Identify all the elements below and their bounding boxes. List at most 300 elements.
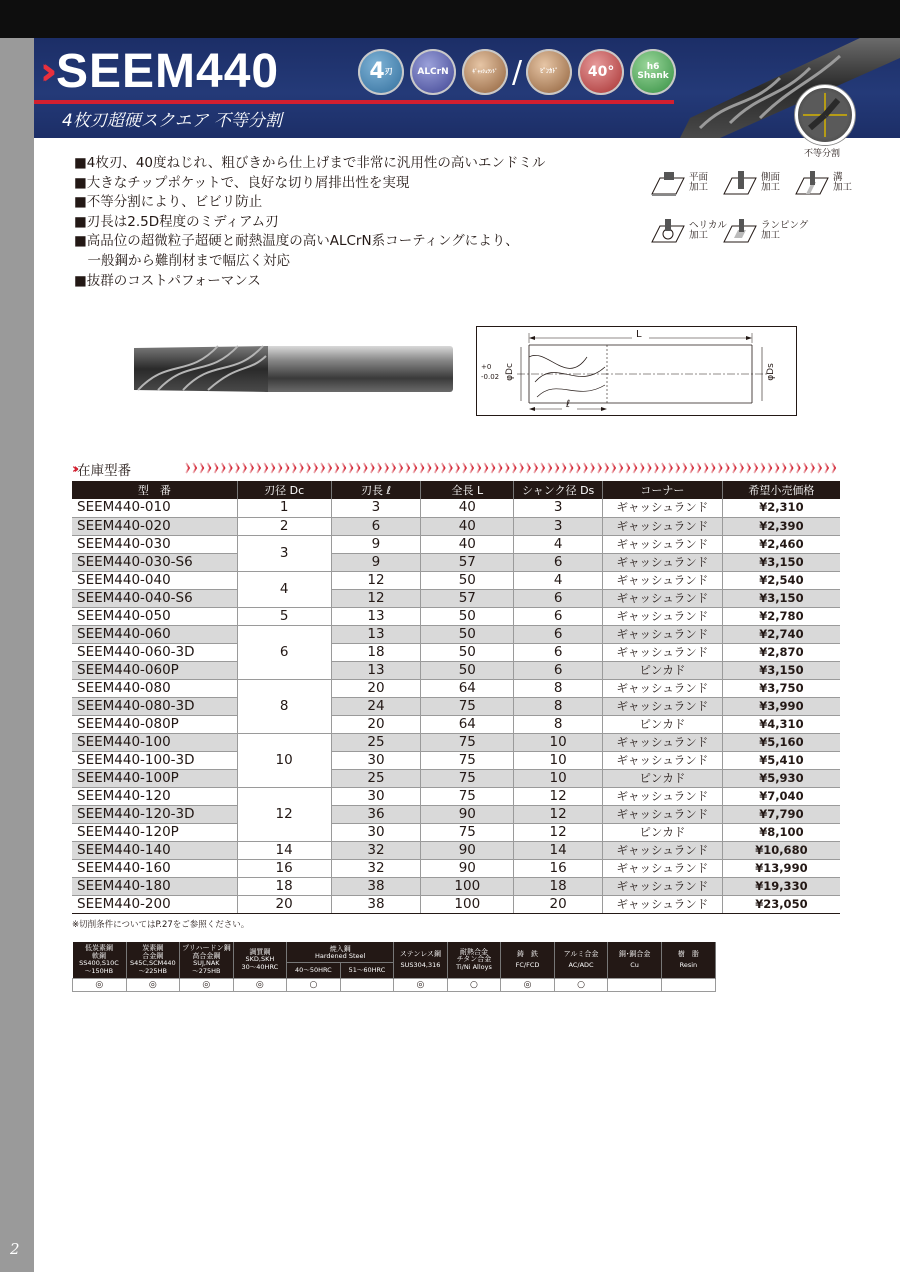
mat-cast-iron: 鋳 鉄 FC/FCD <box>501 942 555 979</box>
cell-ds: 3 <box>514 517 603 535</box>
cell-ds: 10 <box>514 751 603 769</box>
mat-heat-resistant: 耐熱合金 チタン合金 Ti/Ni Alloys <box>447 942 501 979</box>
op-helical: ヘリカル 加工 <box>650 218 727 244</box>
mat-aluminum: アルミ合金 AC/ADC <box>554 942 608 979</box>
feature-item: 一般鋼から難削材まで幅広く対応 <box>74 252 290 269</box>
chevron-icon <box>229 463 232 473</box>
tol-minus: -0.02 <box>481 373 500 381</box>
table-row <box>72 553 840 571</box>
chevron-icon <box>683 463 686 473</box>
cell-corner: ギャッシュランド <box>603 589 723 607</box>
cell-price: ¥3,150 <box>722 589 840 607</box>
cell-ds: 6 <box>514 607 603 625</box>
cell-l: 25 <box>331 769 421 787</box>
cell-ds: 12 <box>514 787 603 805</box>
cell-dc: 18 <box>237 877 331 895</box>
cell-L: 50 <box>421 607 514 625</box>
cell-ds: 8 <box>514 715 603 733</box>
col-L: 全長 L <box>421 481 514 499</box>
cell-corner: ピンカド <box>603 661 723 679</box>
rating-cell: ◎ <box>73 979 127 992</box>
chevron-icon <box>349 463 352 473</box>
mat-hardened-40-50: 40～50HRC <box>287 963 341 979</box>
chevron-icon <box>470 463 473 473</box>
cell-corner: ギャッシュランド <box>603 643 723 661</box>
table-row <box>72 625 840 643</box>
cell-corner: ギャッシュランド <box>603 553 723 571</box>
cell-L: 90 <box>421 841 514 859</box>
dimension-drawing <box>476 326 797 416</box>
chevron-icon <box>243 463 246 473</box>
cell-corner: ギャッシュランド <box>603 499 723 517</box>
cell-dc: 3 <box>237 535 331 571</box>
stock-title: ›› 在庫型番 <box>72 461 132 479</box>
cell-ds: 8 <box>514 679 603 697</box>
cell-corner: ギャッシュランド <box>603 751 723 769</box>
chevron-icon <box>506 463 509 473</box>
face-milling-icon <box>650 170 686 196</box>
chevron-icon <box>591 463 594 473</box>
cell-price: ¥2,870 <box>722 643 840 661</box>
chevron-icon <box>782 463 785 473</box>
chevron-icon <box>285 463 288 473</box>
badge-divider: / <box>512 54 523 90</box>
chevron-icon <box>413 463 416 473</box>
cell-l: 20 <box>331 679 421 697</box>
stock-section-header <box>72 459 842 477</box>
cell-price: ¥23,050 <box>722 895 840 913</box>
feature-item: ■不等分割により、ビビリ防止 <box>74 194 263 211</box>
cell-model: SEEM440-040 <box>72 571 237 589</box>
cell-model: SEEM440-040-S6 <box>72 589 237 607</box>
rating-cell: ○ <box>287 979 341 992</box>
cell-model: SEEM440-200 <box>72 895 237 913</box>
cell-corner: ギャッシュランド <box>603 733 723 751</box>
cell-price: ¥7,790 <box>722 805 840 823</box>
table-row <box>72 751 840 769</box>
mat-hardened: 焼入鋼 Hardened Steel <box>287 942 394 963</box>
chevron-icon <box>250 463 253 473</box>
cell-price: ¥2,540 <box>722 571 840 589</box>
chevron-icon <box>577 463 580 473</box>
page-title: SEEM440 <box>56 45 280 98</box>
cell-ds: 6 <box>514 589 603 607</box>
rating-cell: ◎ <box>126 979 180 992</box>
cell-l: 32 <box>331 859 421 877</box>
chevron-icon <box>704 463 707 473</box>
cell-dc: 4 <box>237 571 331 607</box>
cell-l: 12 <box>331 589 421 607</box>
rating-cell: ○ <box>554 979 608 992</box>
cell-price: ¥2,310 <box>722 499 840 517</box>
cell-price: ¥3,990 <box>722 697 840 715</box>
chevron-icon <box>562 463 565 473</box>
dim-l-label: ℓ <box>566 399 571 410</box>
chevron-icon <box>498 463 501 473</box>
dim-dc-label: φDc <box>504 363 515 381</box>
cell-L: 57 <box>421 553 514 571</box>
rating-cell: ◎ <box>394 979 448 992</box>
mat-copper: 銅･銅合金 Cu <box>608 942 662 979</box>
cell-model: SEEM440-060 <box>72 625 237 643</box>
cell-ds: 20 <box>514 895 603 913</box>
table-row <box>72 535 840 553</box>
chevron-icon <box>747 463 750 473</box>
table-row <box>72 733 840 751</box>
col-model: 型 番 <box>72 481 237 499</box>
gash-land-badge: ｷﾞｬｯｼｭﾗﾝﾄﾞ <box>462 49 508 95</box>
cell-model: SEEM440-060P <box>72 661 237 679</box>
cell-model: SEEM440-050 <box>72 607 237 625</box>
chevron-icon <box>797 463 800 473</box>
feature-item: ■4枚刃、40度ねじれ、粗びきから仕上げまで非常に汎用性の高いエンドミル <box>74 155 546 171</box>
col-corner: コーナー <box>603 481 723 499</box>
table-row <box>72 643 840 661</box>
chevron-icon <box>236 463 239 473</box>
cell-L: 75 <box>421 787 514 805</box>
cell-l: 38 <box>331 877 421 895</box>
chevron-icon: ›› <box>72 461 76 477</box>
cell-ds: 4 <box>514 535 603 553</box>
table-row <box>72 607 840 625</box>
stock-deco-chevrons <box>184 459 842 477</box>
feature-list <box>74 154 545 291</box>
chevron-icon <box>697 463 700 473</box>
page-subtitle: 4枚刃超硬スクエア 不等分割 <box>62 111 282 131</box>
cell-model: SEEM440-080-3D <box>72 697 237 715</box>
cell-price: ¥2,460 <box>722 535 840 553</box>
chevron-icon <box>640 463 643 473</box>
cell-ds: 10 <box>514 733 603 751</box>
chevron-icon <box>186 463 189 473</box>
chevron-icon <box>690 463 693 473</box>
chevron-icon <box>726 463 729 473</box>
cell-price: ¥8,100 <box>722 823 840 841</box>
chevron-icon <box>648 463 651 473</box>
cell-L: 75 <box>421 823 514 841</box>
cell-L: 75 <box>421 733 514 751</box>
chevron-icon <box>740 463 743 473</box>
cell-ds: 6 <box>514 625 603 643</box>
rating-cell <box>661 979 715 992</box>
cell-price: ¥19,330 <box>722 877 840 895</box>
cell-ds: 8 <box>514 697 603 715</box>
cell-l: 36 <box>331 805 421 823</box>
col-dc: 刃径 Dc <box>237 481 331 499</box>
cell-price: ¥2,780 <box>722 607 840 625</box>
cell-corner: ピンカド <box>603 769 723 787</box>
cell-dc: 8 <box>237 679 331 733</box>
chevron-icon <box>520 463 523 473</box>
cell-price: ¥3,150 <box>722 553 840 571</box>
operation-icons <box>650 170 870 260</box>
page-number: 2 <box>10 1240 20 1258</box>
helical-icon <box>650 218 686 244</box>
chevron-icon <box>768 463 771 473</box>
cell-L: 57 <box>421 589 514 607</box>
side-milling-icon <box>722 170 758 196</box>
cell-price: ¥5,930 <box>722 769 840 787</box>
chevron-icon <box>399 463 402 473</box>
chevron-icon <box>804 463 807 473</box>
col-price: 希望小売価格 <box>722 481 840 499</box>
op-ramping: ランピング 加工 <box>722 218 808 244</box>
cell-l: 3 <box>331 499 421 517</box>
cell-corner: ギャッシュランド <box>603 841 723 859</box>
cell-dc: 20 <box>237 895 331 913</box>
cell-l: 6 <box>331 517 421 535</box>
chevron-icon <box>711 463 714 473</box>
endmill-photo-top <box>660 38 900 138</box>
cell-corner: ギャッシュランド <box>603 697 723 715</box>
mat-hardened-51-60: 51～60HRC <box>340 963 394 979</box>
chevron-icon <box>513 463 516 473</box>
cell-L: 40 <box>421 517 514 535</box>
chevron-icon <box>427 463 430 473</box>
cell-dc: 14 <box>237 841 331 859</box>
chevron-icon <box>584 463 587 473</box>
cell-l: 38 <box>331 895 421 913</box>
cell-L: 50 <box>421 625 514 643</box>
cell-ds: 10 <box>514 769 603 787</box>
cell-l: 13 <box>331 625 421 643</box>
cell-l: 9 <box>331 553 421 571</box>
cell-model: SEEM440-100P <box>72 769 237 787</box>
cell-corner: ピンカド <box>603 823 723 841</box>
table-row <box>72 823 840 841</box>
cell-l: 18 <box>331 643 421 661</box>
helix-40-badge: 40° <box>578 49 624 95</box>
cell-corner: ギャッシュランド <box>603 607 723 625</box>
flute-caption: 不等分割 <box>804 149 841 159</box>
ramping-icon <box>722 218 758 244</box>
table-row <box>72 769 840 787</box>
cell-dc: 10 <box>237 733 331 787</box>
cell-L: 50 <box>421 643 514 661</box>
cell-l: 9 <box>331 535 421 553</box>
table-row <box>72 715 840 733</box>
cell-L: 100 <box>421 895 514 913</box>
cell-corner: ギャッシュランド <box>603 625 723 643</box>
chevron-icon <box>491 463 494 473</box>
cell-model: SEEM440-100-3D <box>72 751 237 769</box>
cell-L: 40 <box>421 499 514 517</box>
chevron-icon <box>314 463 317 473</box>
chevron-icon: ›› <box>40 49 44 93</box>
chevron-icon <box>293 463 296 473</box>
chevron-icon <box>321 463 324 473</box>
chevron-icon <box>463 463 466 473</box>
chevron-icon <box>207 463 210 473</box>
cell-L: 75 <box>421 769 514 787</box>
chevron-icon <box>300 463 303 473</box>
cell-ds: 6 <box>514 661 603 679</box>
chevron-icon <box>307 463 310 473</box>
cell-dc: 1 <box>237 499 331 517</box>
rating-cell: ◎ <box>180 979 234 992</box>
chevron-icon <box>761 463 764 473</box>
chevron-icon <box>484 463 487 473</box>
stock-table <box>72 481 840 914</box>
cell-dc: 6 <box>237 625 331 679</box>
table-row <box>72 517 840 535</box>
cell-price: ¥2,390 <box>722 517 840 535</box>
chevron-icon <box>825 463 828 473</box>
rating-cell: ◎ <box>501 979 555 992</box>
cell-price: ¥5,410 <box>722 751 840 769</box>
chevron-icon <box>527 463 530 473</box>
cell-l: 25 <box>331 733 421 751</box>
slotting-icon <box>794 170 830 196</box>
chevron-icon <box>420 463 423 473</box>
cell-model: SEEM440-180 <box>72 877 237 895</box>
chevron-icon <box>790 463 793 473</box>
chevron-icon <box>534 463 537 473</box>
feature-badges <box>358 48 676 96</box>
header-red-stripe <box>34 100 674 104</box>
cell-l: 13 <box>331 661 421 679</box>
mat-low-carbon: 低炭素鋼 軟鋼 SS400,S10C ～150HB <box>73 942 127 979</box>
cell-corner: ギャッシュランド <box>603 535 723 553</box>
chevron-icon <box>662 463 665 473</box>
chevron-icon <box>193 463 196 473</box>
chevron-icon <box>655 463 658 473</box>
cell-model: SEEM440-120 <box>72 787 237 805</box>
feature-item: ■刃長は2.5D程度のミディアム刃 <box>74 213 279 230</box>
cell-l: 30 <box>331 787 421 805</box>
chevron-icon <box>477 463 480 473</box>
cell-price: ¥5,160 <box>722 733 840 751</box>
cell-l: 13 <box>331 607 421 625</box>
cell-l: 20 <box>331 715 421 733</box>
cell-L: 75 <box>421 751 514 769</box>
op-slotting: 溝 加工 <box>794 170 852 196</box>
chevron-icon <box>669 463 672 473</box>
chevron-icon <box>541 463 544 473</box>
chevron-icon <box>257 463 260 473</box>
rating-cell <box>340 979 394 992</box>
feature-item: ■大きなチップポケットで、良好な切り屑排出性を実現 <box>74 174 410 191</box>
cell-l: 30 <box>331 751 421 769</box>
cell-ds: 4 <box>514 571 603 589</box>
cell-model: SEEM440-080 <box>72 679 237 697</box>
cell-dc: 2 <box>237 517 331 535</box>
cell-ds: 6 <box>514 553 603 571</box>
chevron-icon <box>364 463 367 473</box>
mat-carbon-alloy: 炭素鋼 合金鋼 S45C,SCM440 ～225HB <box>126 942 180 979</box>
mat-tempered: 調質鋼 SKD,SKH 30～40HRC <box>233 942 287 979</box>
cell-L: 50 <box>421 571 514 589</box>
cell-L: 40 <box>421 535 514 553</box>
chevron-icon <box>598 463 601 473</box>
cell-model: SEEM440-140 <box>72 841 237 859</box>
cell-model: SEEM440-020 <box>72 517 237 535</box>
cell-price: ¥4,310 <box>722 715 840 733</box>
rating-cell <box>608 979 662 992</box>
chevron-icon <box>271 463 274 473</box>
chevron-icon <box>442 463 445 473</box>
mat-resin: 樹 脂 Resin <box>661 942 715 979</box>
cell-model: SEEM440-030-S6 <box>72 553 237 571</box>
table-row <box>72 661 840 679</box>
chevron-icon <box>555 463 558 473</box>
cell-l: 30 <box>331 823 421 841</box>
chevron-icon <box>378 463 381 473</box>
cell-ds: 12 <box>514 823 603 841</box>
chevron-icon <box>605 463 608 473</box>
cell-corner: ピンカド <box>603 715 723 733</box>
chevron-icon <box>328 463 331 473</box>
top-bar <box>0 0 900 38</box>
chevron-icon <box>200 463 203 473</box>
col-l: 刃長 ℓ <box>331 481 421 499</box>
material-table <box>72 942 716 992</box>
cell-model: SEEM440-060-3D <box>72 643 237 661</box>
chevron-icon <box>278 463 281 473</box>
cell-model: SEEM440-160 <box>72 859 237 877</box>
cell-l: 12 <box>331 571 421 589</box>
table-row <box>72 679 840 697</box>
cell-L: 90 <box>421 805 514 823</box>
mat-prehardened: プリハードン鋼 高合金鋼 SUJ,NAK ～275HB <box>180 942 234 979</box>
cell-L: 64 <box>421 679 514 697</box>
pin-kado-badge: ﾋﾟﾝｶﾄﾞ <box>526 49 572 95</box>
chevron-icon <box>569 463 572 473</box>
cell-L: 64 <box>421 715 514 733</box>
cell-L: 50 <box>421 661 514 679</box>
cell-model: SEEM440-010 <box>72 499 237 517</box>
chevron-icon <box>626 463 629 473</box>
cell-price: ¥2,740 <box>722 625 840 643</box>
chevron-icon <box>832 463 835 473</box>
cell-dc: 12 <box>237 787 331 841</box>
table-row <box>72 787 840 805</box>
op-face-milling: 平面 加工 <box>650 170 708 196</box>
cell-corner: ギャッシュランド <box>603 877 723 895</box>
side-bar <box>0 38 34 1272</box>
material-rating-row <box>73 979 716 992</box>
table-row <box>72 877 840 895</box>
chevron-icon <box>385 463 388 473</box>
rating-cell: ◎ <box>233 979 287 992</box>
cell-L: 90 <box>421 859 514 877</box>
chevron-icon <box>633 463 636 473</box>
material-header-row <box>73 942 716 963</box>
chevron-icon <box>754 463 757 473</box>
chevron-icon <box>214 463 217 473</box>
cell-price: ¥3,150 <box>722 661 840 679</box>
cell-price: ¥3,750 <box>722 679 840 697</box>
cell-ds: 18 <box>514 877 603 895</box>
chevron-icon <box>456 463 459 473</box>
stock-table-header <box>72 481 840 499</box>
cell-dc: 5 <box>237 607 331 625</box>
chevron-icon <box>342 463 345 473</box>
table-row <box>72 841 840 859</box>
chevron-icon <box>548 463 551 473</box>
dim-ds-label: φDs <box>765 363 776 381</box>
flute-section-icon <box>795 85 855 145</box>
dim-L-label: L <box>636 329 642 340</box>
footnote: ※切削条件についてはP.27をご参照ください。 <box>72 920 250 930</box>
mat-stainless: ステンレス鋼 SUS304,316 <box>394 942 448 979</box>
chevron-icon <box>392 463 395 473</box>
cell-dc: 16 <box>237 859 331 877</box>
cell-corner: ギャッシュランド <box>603 787 723 805</box>
table-row <box>72 805 840 823</box>
chevron-icon <box>619 463 622 473</box>
chevron-icon <box>818 463 821 473</box>
